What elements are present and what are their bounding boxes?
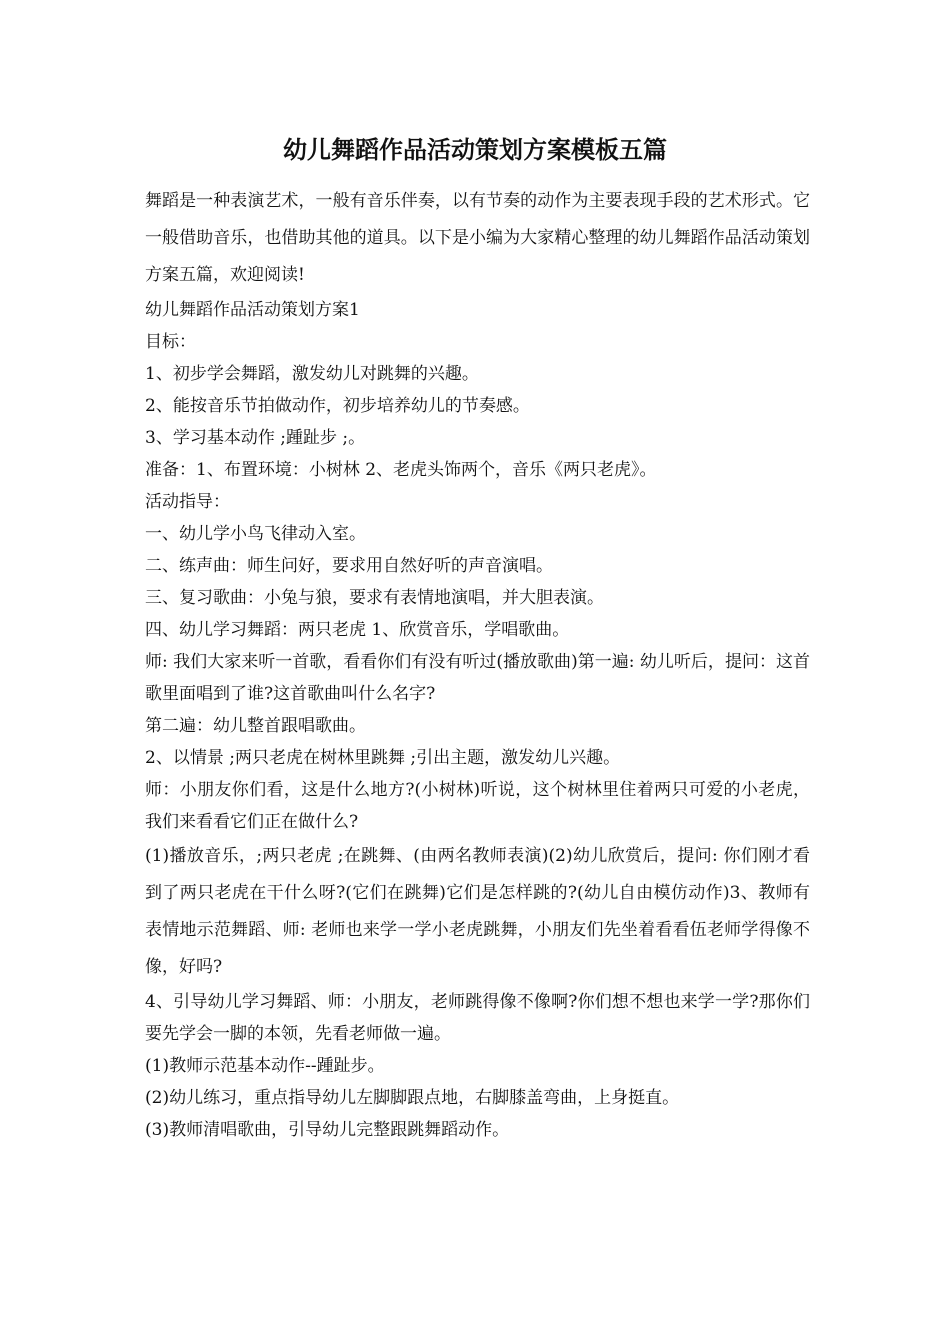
second-time-text: 第二遍：幼儿整首跟唱歌曲。 xyxy=(145,716,366,736)
guide-label: 活动指导： xyxy=(145,492,230,512)
practice-text: (2)幼儿练习，重点指导幼儿左脚脚跟点地，右脚膝盖弯曲，上身挺直。 xyxy=(145,1088,680,1108)
document-title: 幼儿舞蹈作品活动策划方案模板五篇 xyxy=(283,135,667,164)
scene-text: 2、以情景 ;两只老虎在树林里跳舞 ;引出主题，激发幼儿兴趣。 xyxy=(145,748,621,768)
demo-text: (1)教师示范基本动作--踵趾步。 xyxy=(145,1056,385,1076)
goal-item-3: 3、学习基本动作 ;踵趾步 ;。 xyxy=(145,428,366,448)
goal-item-2: 2、能按音乐节拍做动作，初步培养幼儿的节奏感。 xyxy=(145,396,530,416)
goal-item-1: 1、初步学会舞蹈，激发幼儿对跳舞的兴趣。 xyxy=(145,364,479,384)
step-item-4: 四、幼儿学习舞蹈：两只老虎 1、欣赏音乐，学唱歌曲。 xyxy=(145,620,570,640)
step-item-1: 一、幼儿学小鸟飞律动入室。 xyxy=(145,524,366,544)
teacher-paragraph-2: 师：小朋友你们看，这是什么地方?(小树林)听说，这个树林里住着两只可爱的小老虎，我们来看看它们正在做什么? xyxy=(145,780,810,832)
preparation-text: 准备：1、布置环境：小树林 2、老虎头饰两个，音乐《两只老虎》。 xyxy=(145,460,657,480)
play-music-paragraph: (1)播放音乐，;两只老虎 ;在跳舞、(由两名教师表演)(2)幼儿欣赏后，提问: 你们刚才看到了两只老虎在干什么呀?(它们在跳舞)它们是怎样跳的?(幼儿自由模仿动作)3、教师有表情地示范舞蹈、师: 老师也来学一学小老虎跳舞，小朋友们先坐着看看伍老师学得像不像，好吗? xyxy=(145,846,810,977)
guide-learn-paragraph: 4、引导幼儿学习舞蹈、师：小朋友，老师跳得像不像啊?你们想不想也来学一学?那你们要先学会一脚的本领，先看老师做一遍。 xyxy=(145,992,810,1044)
section-heading: 幼儿舞蹈作品活动策划方案1 xyxy=(145,300,360,320)
sing-text: (3)教师清唱歌曲，引导幼儿完整跟跳舞蹈动作。 xyxy=(145,1120,510,1140)
document-body xyxy=(145,183,810,1146)
goal-label: 目标： xyxy=(145,332,196,352)
intro-paragraph: 舞蹈是一种表演艺术，一般有音乐伴奏，以有节奏的动作为主要表现手段的艺术形式。它一般借助音乐，也借助其他的道具。以下是小编为大家精心整理的幼儿舞蹈作品活动策划方案五篇，欢迎阅读! xyxy=(145,191,810,285)
step-item-2: 二、练声曲：师生问好，要求用自然好听的声音演唱。 xyxy=(145,556,553,576)
step-item-3: 三、复习歌曲：小兔与狼，要求有表情地演唱，并大胆表演。 xyxy=(145,588,604,608)
teacher-paragraph-1: 师: 我们大家来听一首歌，看看你们有没有听过(播放歌曲)第一遍: 幼儿听后，提问：这首歌里面唱到了谁?这首歌曲叫什么名字? xyxy=(145,652,810,704)
